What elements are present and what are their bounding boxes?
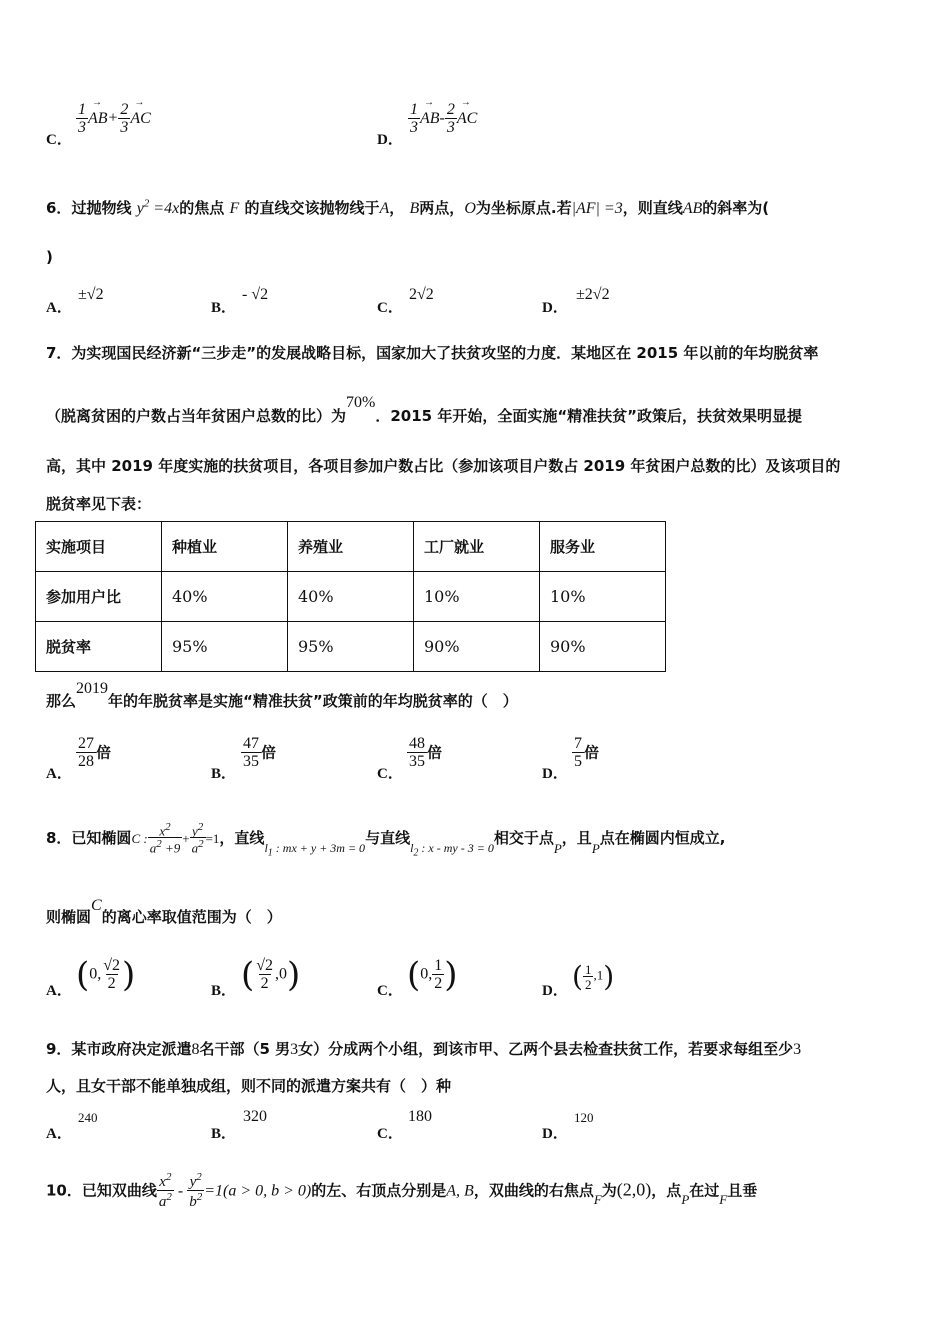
q6-option-a-value: ±√2 [78,286,104,303]
table-header-cell: 服务业 [540,522,666,572]
q7-option-b-value: $\frac{47}{35}$ 倍 [243,735,277,770]
table-row [36,622,666,672]
q5-option-c-label: C． [46,132,72,148]
q6-option-a-label: A． [46,300,72,316]
q7-line-3: 高，其中 2019 年度实施的扶贫项目，各项目参加户数占比（参加该项目户数占 2019 年贫困户总数的比）及该项目的 [46,457,841,475]
q7-option-d-label: D． [542,766,568,782]
table-header-cell: 种植业 [162,522,288,572]
q8-option-a-value: (0, $\frac{√2}{2}$ ) [76,955,136,995]
q8-stem: 8．已知椭圆C : $\frac{x^2}{a^2 +9}$ + $\frac{y^2}{a^2}$ =1，直线$_{l_1 : mx + y + 3m = 0}$与直线$_{l_2 : x - my - 3 = 0}$相交于点P，且P点在椭圆内恒成立, [46,821,726,859]
q7-option-c-value: $\frac{48}{35}$ 倍 [409,735,443,770]
q6-option-c-value: 2√2 [409,286,434,303]
q6-option-d-label: D． [542,300,568,316]
q7-option-d-value: $\frac{7}{5}$ 倍 [574,735,600,770]
q8-option-c-label: C． [377,983,403,999]
q6-option-c-label: C． [377,300,403,316]
q9-option-a-value: 240 [78,1110,98,1125]
q8-option-a-label: A． [46,983,72,999]
table-cell: 参加用户比 [36,572,162,622]
q5-option-c-expr: $\frac{1}{3}$ → AB+ $\frac{2}{3}$ → AC [76,102,151,136]
poverty-table [35,521,666,672]
q8-option-d-value: ( $\frac{1}{2}$ ,1) [572,960,615,993]
q7-line-1: 7．为实现国民经济新“三步走”的发展战略目标，国家加大了扶贫攻坚的力度．某地区在 2015 年以前的年均脱贫率 [46,344,819,362]
table-cell: 脱贫率 [36,622,162,672]
q6-option-b-label: B． [211,300,237,316]
table-header-cell: 工厂就业 [414,522,540,572]
q7-line-2: （脱离贫困的户数占当年贫困户总数的比）为70%．2015 年开始，全面实施“精准扶贫”政策后，扶贫效果明显提 [46,394,803,425]
q6-option-d-value: ±2√2 [576,286,610,303]
q9-option-d-value: 120 [574,1110,594,1125]
q8-option-b-value: ( $\frac{√2}{2}$ ,0) [241,955,301,995]
q9-option-a-label: A． [46,1126,72,1142]
table-cell: 10% [540,572,666,622]
q9-option-d-label: D． [542,1126,568,1142]
q8-option-b-label: B． [211,983,237,999]
q9-option-b-value: 320 [243,1108,267,1125]
q7-option-c-label: C． [377,766,403,782]
table-cell: 40% [288,572,414,622]
table-header-cell: 养殖业 [288,522,414,572]
q9-option-c-value: 180 [408,1108,432,1125]
table-cell: 90% [540,622,666,672]
q8-option-d-label: D． [542,983,568,999]
q10-stem: 10．已知双曲线 $\frac{x^2}{a^2}$ - $\frac{y^2}{b^2}$ =1(a > 0, b > 0)的左、右顶点分别是A, B，双曲线的右焦点F为(2,0)，点P在过F且垂 [46,1171,758,1210]
q7-option-a-label: A． [46,766,72,782]
q9-line-2: 人，且女干部不能单独成组，则不同的派遣方案共有（ ）种 [46,1077,452,1095]
table-header-cell: 实施项目 [36,522,162,572]
table-cell: 90% [414,622,540,672]
table-cell: 40% [162,572,288,622]
q5-option-d-label: D． [377,132,403,148]
table-cell: 95% [162,622,288,672]
q9-option-c-label: C． [377,1126,403,1142]
q8-option-c-value: (0, $\frac{1}{2}$ ) [407,955,458,995]
table-header-row [36,522,666,572]
q8-line-2: 则椭圆C的离心率取值范围为（ ） [46,897,282,926]
table-row [36,572,666,622]
table-cell: 10% [414,572,540,622]
table-cell: 95% [288,622,414,672]
q5-option-d-expr: $\frac{1}{3}$ → AB- $\frac{2}{3}$ → AC [408,102,477,136]
q7-option-b-label: B． [211,766,237,782]
q9-line-1: 9．某市政府决定派遣8名干部（5 男3女）分成两个小组，到该市甲、乙两个县去检查扶贫工作，若要求每组至少3 [46,1040,802,1058]
q6-close-paren: ) [46,248,53,266]
q7-option-a-value: $\frac{27}{28}$ 倍 [78,735,112,770]
q7-question: 那么2019年的年脱贫率是实施“精准扶贫”政策前的年均脱贫率的（ ） [46,680,518,710]
q7-line-4: 脱贫率见下表： [46,495,152,513]
q6-option-b-value: - √2 [242,286,269,303]
q9-option-b-label: B． [211,1126,237,1142]
q6-stem: 6．过抛物线 $y^2 =4x$的焦点 F 的直线交该抛物线于A， B两点，O为坐标原点.若|AF| =3，则直线AB的斜率为( [46,197,770,217]
